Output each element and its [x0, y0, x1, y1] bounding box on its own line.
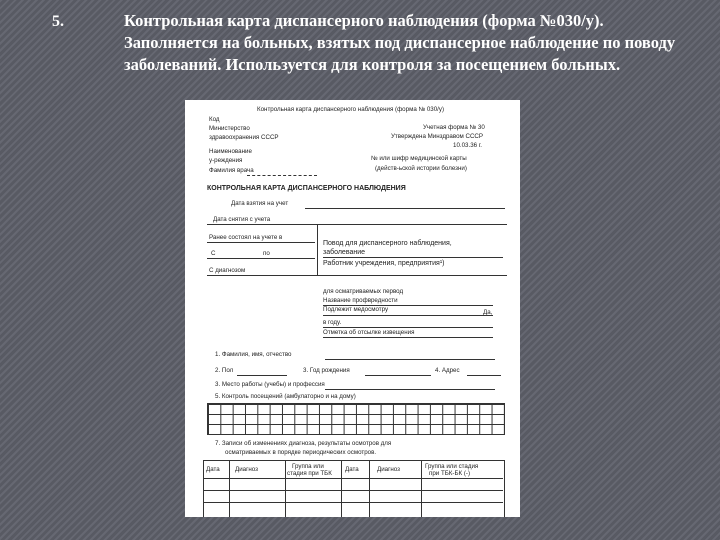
form-profession: Название профвредности: [323, 297, 398, 304]
form-mandatory-exam: для осматриваемых первод: [323, 288, 404, 295]
form-f5: 3. Место работы (учебы) и профессия: [215, 381, 325, 388]
form-stamp3: 10.03.36 г.: [453, 142, 483, 149]
form-code: Код: [209, 116, 220, 123]
form-taken-date: Дата взятия на учет: [231, 200, 289, 207]
th-group-l2: стадия при ТБК: [287, 470, 332, 477]
form-subject: Подлежит медосмотру: [323, 306, 389, 313]
form-reason2: заболевание: [323, 249, 366, 256]
form-institution2: у-реждения: [209, 157, 243, 164]
form-f4: 4. Адрес: [435, 367, 460, 374]
th-date-2: Дата: [345, 466, 359, 473]
th-date: Дата: [206, 466, 220, 473]
th-diagnosis: Диагноз: [235, 466, 258, 473]
form-f2: 2. Пол: [215, 367, 234, 374]
form-removed-date: Дата снятия с учета: [213, 216, 271, 223]
form-to: по: [263, 250, 270, 257]
form-from: С: [211, 250, 216, 257]
visit-control-grid: [207, 403, 505, 435]
form-reason3: Работник учреждения, предприятия¹): [323, 260, 445, 267]
th-diagnosis-2: Диагноз: [377, 466, 400, 473]
slide-item-text: Контрольная карта диспансерного наблюдения (форма №030/у). Заполняется на больных, взятых под диспансерное наблюдение по поводу заболеваний. Используется для контроля за посещением больных.: [124, 11, 676, 74]
form-stamp1: Учетная форма № 30: [423, 124, 485, 131]
form-da: Да,: [483, 309, 493, 316]
form-top-title: Контрольная карта диспансерного наблюдения (форма № 030/у): [257, 106, 445, 113]
form-health: здравоохранения СССР: [209, 134, 279, 141]
form-stamp2: Утверждена Минздравом СССР: [391, 133, 484, 140]
form-card-no2: (действ-ьской истории болезни): [375, 165, 467, 172]
form-main-title: КОНТРОЛЬНАЯ КАРТА ДИСПАНСЕРНОГО НАБЛЮДЕНИЯ: [207, 185, 406, 192]
th-group2-l1: Группа или стадия: [425, 463, 479, 470]
form-year: в году.: [323, 319, 342, 326]
form-notice: Отметка об отсылке извещения: [323, 329, 415, 336]
slide-item-number: 5.: [52, 13, 64, 30]
form-doctor: Фамилия врача: [209, 167, 254, 174]
form-reason1: Повод для диспансерного наблюдения,: [323, 240, 452, 247]
form-f7a: 7. Записи об изменениях диагноза, результаты осмотров для: [215, 440, 392, 447]
th-group2-l2: при ТБК-БК (-): [429, 470, 471, 477]
form-f6: 5. Контроль посещений (амбулаторно и на дому): [215, 393, 356, 400]
form-f7b: осматриваемых в порядке периодических осмотров.: [225, 449, 377, 456]
th-group-l1: Группа или: [292, 463, 324, 470]
form-institution: Наименование: [209, 148, 252, 155]
form-diagnosis: С диагнозом: [209, 267, 246, 274]
form-prev-registered: Ранее состоял на учете в: [209, 234, 283, 241]
form-f1: 1. Фамилия, имя, отчество: [215, 351, 292, 358]
form-ministry: Министерство: [209, 125, 250, 132]
form-scan: [185, 100, 520, 517]
form-f3: 3. Год рождения: [303, 367, 350, 374]
form-card-no1: № или шифр медицинской карты: [371, 155, 467, 162]
